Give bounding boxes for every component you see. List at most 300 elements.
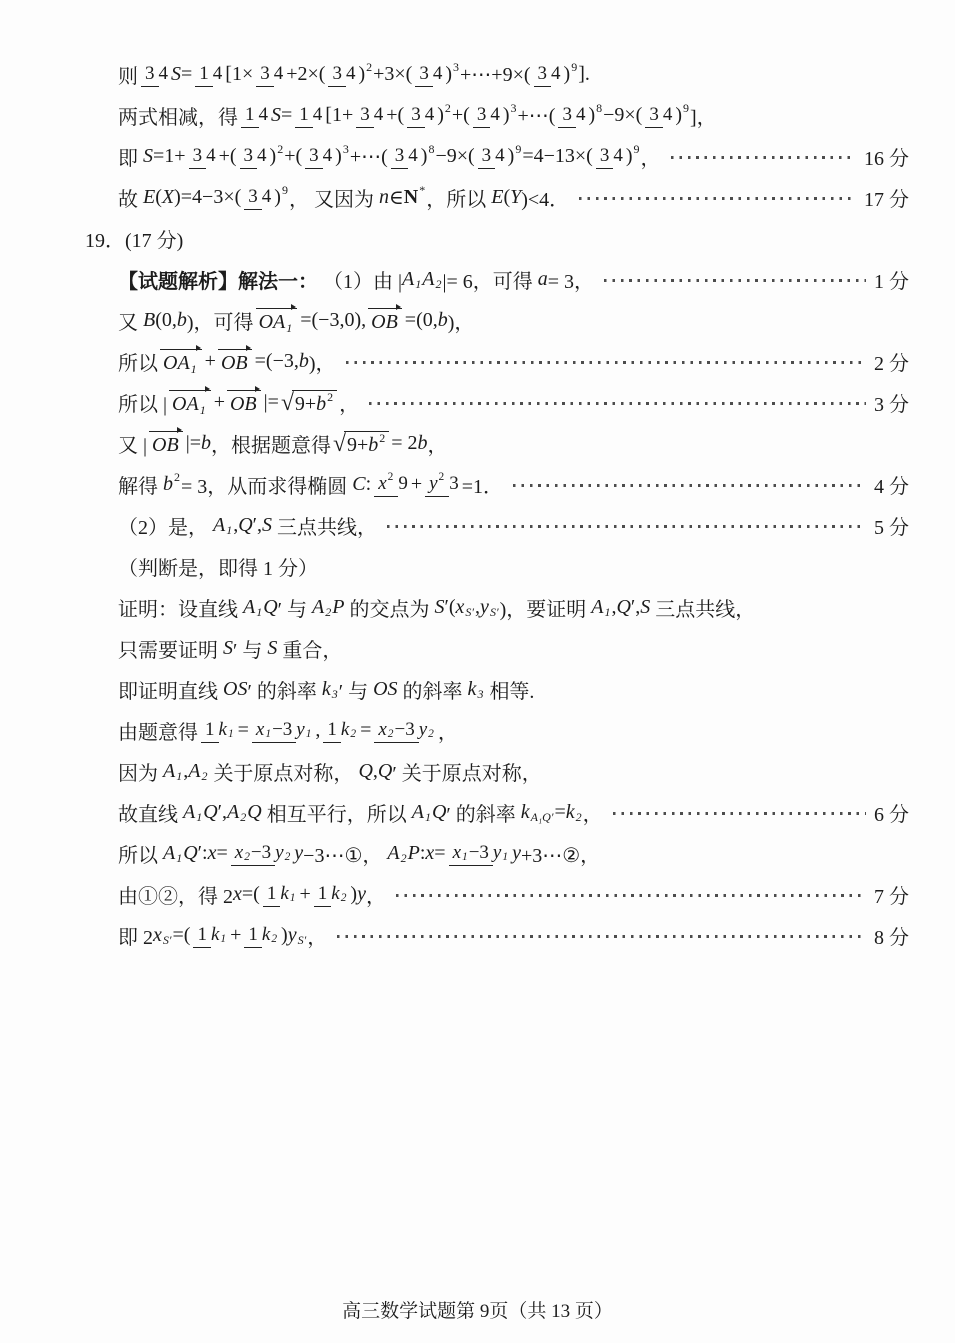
fraction: 3 4 [256,62,283,86]
fraction [449,841,510,865]
dotted-leader [613,812,866,815]
superscript: 2 [327,389,334,404]
text-run: （2）是， [118,517,213,539]
subscript: 2 [244,850,250,863]
dotted-leader [387,525,866,528]
text-run: −9×( [435,145,475,167]
text-run: + [204,350,216,372]
text-run: ) [335,145,342,167]
vector-overline [160,349,202,375]
math-symbol: A [163,842,176,864]
text-run: =(0, [404,309,438,331]
math-symbol: k [210,924,220,946]
math-symbol: y [275,842,284,864]
formula-expression [118,347,336,376]
subscript: S′ [297,932,307,947]
math-symbol: OA [172,392,199,415]
text-run: =( [172,924,191,946]
vector-overline [169,390,211,416]
fraction [374,718,435,742]
superscript: 2 [366,60,373,75]
fraction [323,718,357,742]
subscript: 2 [271,932,278,945]
text-run: ) [588,104,596,126]
math-symbol: x [233,883,242,905]
superscript: 2 [379,430,386,445]
text-run: (0, [155,309,177,331]
math-symbol: b [200,432,211,454]
subscript: 2 [575,809,582,824]
text-run: （1）由 | [318,271,403,293]
superscript: 9 [571,60,578,75]
score-label: 5 分 [874,517,909,539]
formula-expression [85,224,183,253]
eq-lines-1-2 [118,837,909,870]
text-run: 即证明直线 [118,681,223,703]
math-symbol: A [188,760,201,782]
math-symbol: Q [203,801,218,823]
math-symbol: Q [358,760,373,782]
text-run: ′, [252,514,263,536]
math-symbol: Q [377,760,393,782]
formula-expression [118,921,327,950]
text-run: , [183,760,189,782]
text-run: 两式相减，得 [118,107,238,129]
formula-expression [118,183,569,212]
fraction: 1 4 [195,62,222,86]
text-run: −3 [272,719,293,741]
math-symbol: S [267,637,278,659]
text-run: |= [185,432,201,454]
subscript: 1 [199,403,206,418]
math-symbol: x [378,473,387,495]
text-run: +( [386,104,405,126]
text-run: = [554,801,566,823]
eq-S-result [118,140,909,173]
text-run: ，所以 [426,189,492,211]
math-symbol: P [407,842,420,864]
math-symbol: y [357,883,366,905]
text-run: ， [365,886,386,908]
math-symbol: x [255,719,265,741]
text-run: 9+ [294,392,317,415]
fraction [244,923,278,947]
math-symbol: Q [431,801,447,823]
text-run: ) [281,924,288,946]
fraction [252,718,313,742]
text-run: = [281,104,293,126]
math-symbol: x [378,719,387,741]
text-run: [1+ [325,104,354,126]
text-run: 的交点为 [344,599,435,621]
math-symbol: x [455,596,465,618]
subscript: 2 [435,276,442,291]
fraction: 3 4 [189,144,216,168]
subscript: 1 [462,850,468,863]
subscript: 1 [227,727,234,740]
page-footer: 高三数学试题第 9页（共 13 页） [342,1301,613,1322]
text-run: 又 [118,312,143,334]
text-run: ′ 与 [233,640,268,662]
fraction [193,923,227,947]
text-run: +3×( [373,63,413,85]
text-run: ) [445,63,453,85]
text-run: = 3， [547,271,595,293]
text-run: = [360,719,372,741]
superscript: 9 [281,183,288,198]
text-run: 1 [205,719,215,741]
text-run: ) [437,104,444,126]
fraction: 3 4 [534,62,561,86]
text-run: 又 | [118,435,148,457]
math-symbol: b [368,433,379,456]
text-run: ) [350,883,358,905]
subscript: 1 [604,604,611,619]
math-symbol: A [591,596,604,618]
text-run: = [181,63,193,85]
formula-expression [118,142,661,171]
dotted-leader [513,484,866,487]
subscript: 2 [325,604,332,619]
superscript: 3 [453,60,460,75]
text-run: −9×( [603,104,643,126]
text-run: ( [155,186,162,208]
math-symbol: k [280,883,289,905]
formula-expression [118,470,503,499]
math-symbol: b [437,309,448,331]
text-run: 19．(17 分) [85,230,184,252]
proof-setup [118,591,909,624]
fraction: 3 4 [478,144,505,168]
text-run: ]， [690,107,717,129]
vector-overline [218,349,252,375]
square-root [333,431,389,457]
text-run: −3⋯①， [303,845,388,867]
formula-expression [118,593,755,622]
fraction: 1 4 [295,103,322,127]
text-run: )<4． [521,189,570,211]
fraction [201,718,235,742]
text-run: 三点共线， [650,599,756,621]
math-symbol: y [418,719,428,741]
vector-overline [256,308,298,334]
text-run: = 2 [391,432,418,454]
text-run: = [237,719,249,741]
fraction: 3 4 [596,144,623,168]
text-run: 即 2 [118,927,153,949]
subscript: 1 [286,321,293,336]
math-symbol: Y [510,186,522,208]
eq-subtract [118,99,909,132]
math-symbol: Q [616,596,631,618]
text-run: 所以 [118,845,163,867]
eq-ellipse [118,468,909,501]
text-run: +( [451,104,470,126]
math-symbol: OA [163,351,190,374]
subscript: 1 [256,604,263,619]
text-run: [1× [225,63,254,85]
math-symbol: k [261,924,271,946]
text-run: |= 6，可得 [442,271,538,293]
math-symbol: S [262,514,273,536]
text-run: =( [241,883,260,905]
eq-vector-magnitude [118,386,909,419]
score-label: 3 分 [874,394,909,416]
superscript: 2 [174,470,180,485]
text-run: 只需要证明 [118,640,223,662]
subscript: 1 [190,362,197,377]
subscript: 2 [240,809,247,824]
text-run: 9+ [346,433,369,456]
text-run: ′ 的斜率 [446,804,521,826]
fraction: 3 4 [141,62,168,86]
text-run: ) [563,63,571,85]
text-run: ) [502,104,510,126]
eq-s-prime [118,919,909,952]
text-run: 重合， [277,640,343,662]
text-run: ′, [630,596,641,618]
radical-sign: √ [280,389,294,416]
subscript: 2 [350,727,357,740]
math-symbol: OB [371,310,398,333]
subscript: 3 [331,686,338,701]
text-run: +( [218,145,237,167]
formula-expression [118,798,603,827]
formula-expression [118,839,600,868]
fraction: 3 4 [415,62,442,86]
eq-3-4-S [118,58,909,91]
math-symbol: k [331,883,340,905]
bold-text-run: N [403,186,419,208]
fraction [314,882,348,906]
text-run: 1 [197,924,207,946]
text-run: +3⋯②， [520,845,601,867]
math-symbol: Q [263,596,278,618]
math-symbol: C [352,473,366,495]
subscript: 1 [176,850,183,865]
dotted-leader [369,402,866,405]
bold-text-run: 【试题解析】解法一： [118,271,318,293]
text-run: +2×( [286,63,326,85]
text-run: ′ 与 [338,681,374,703]
math-symbol: OS [373,678,398,700]
text-run: ， 又因为 [288,189,379,211]
text-run: +( [284,145,303,167]
subscript: 1 [415,276,422,291]
proof-slopes [118,673,909,706]
math-symbol: y [429,473,438,495]
math-symbol: OB [152,433,179,456]
text-run: ]. [578,63,590,85]
superscript: 2 [387,471,394,484]
superscript: 9 [683,101,689,116]
math-symbol: y [294,842,304,864]
math-symbol: k [321,678,331,700]
subscript: 2 [400,850,407,865]
symmetry-statement [118,755,909,788]
text-run: −3 [468,842,489,864]
text-run: −3 [250,842,272,864]
text-run: =(−3, [254,350,299,372]
math-symbol: OS [223,678,248,700]
math-symbol: OB [220,351,248,374]
text-run: 三点共线， [272,517,378,539]
text-run: 9 [398,473,408,495]
math-symbol: A [402,268,415,290]
text-run: 因为 [118,763,163,785]
math-symbol: OB [229,392,257,415]
eq-slope-reciprocals [118,714,909,747]
text-run: ) [269,145,277,167]
score-label: 2 分 [874,353,909,375]
math-symbol: A [243,596,256,618]
subscript: S′ [465,604,475,619]
text-run: 的斜率 [397,681,468,703]
fraction [425,472,459,496]
math-symbol: OA [258,310,286,333]
text-run: ，根据题意得 [210,435,331,457]
superscript: 3 [342,142,349,157]
formula-expression [118,716,458,745]
text-run: ) [358,63,366,85]
score-label: 17 分 [864,189,909,211]
dotted-leader [579,197,856,200]
text-run: 关于原点对称， [208,763,359,785]
fraction: 3 4 [356,103,383,127]
subscript: 1 [226,522,233,537]
text-run: , [372,760,378,782]
text-run: ′( [444,596,456,618]
math-symbol: k [467,678,477,700]
text-run: 所以 | [118,394,168,416]
text-run: 所以 [118,353,158,375]
math-symbol: A [411,801,424,823]
text-run: +⋯+9×( [460,64,531,86]
math-symbol: X [161,186,175,208]
subscript: 1 [424,809,431,824]
math-symbol: A [422,268,435,290]
text-run: +⋯( [517,105,556,127]
text-run: ′ 关于原点对称， [392,763,542,785]
math-symbol: y [512,842,521,864]
math-symbol: A [163,760,176,782]
math-symbol: Q [238,514,253,536]
fraction: 3 4 [240,144,267,168]
math-symbol: y [296,719,305,741]
math-symbol: A [387,842,400,864]
math-symbol: a [537,268,548,290]
text-run: 由①②，得 2 [118,886,233,908]
subscript: S′ [162,932,172,947]
formula-expression [118,757,542,786]
math-symbol: Q [183,842,198,864]
text-run: , [315,719,321,741]
math-symbol: S [143,145,153,167]
fraction [374,472,408,496]
text-run: ∈ [388,187,404,209]
fraction [231,841,292,865]
superscript: 8 [428,142,435,157]
math-symbol: S [640,596,651,618]
formula-expression [118,511,377,540]
parallel-lines [118,796,909,829]
text-run: 3 [449,473,459,495]
formula-expression [118,388,359,417]
score-label: 16 分 [864,148,909,170]
math-symbol: S [271,104,281,126]
text-run: = [216,842,228,864]
text-run: +⋯( [349,146,388,168]
math-symbol: E [143,186,156,208]
fraction: 3 4 [328,62,355,86]
text-run: : [365,473,372,495]
dotted-leader [346,361,866,364]
text-run: 1 [266,883,277,905]
subscript: 3 [477,686,484,701]
math-symbol: y [492,842,502,864]
math-symbol: y [287,924,297,946]
eq-vectors-def [118,304,909,337]
subscript: 1 [305,727,312,740]
math-symbol: k [218,719,227,741]
superscript: 3 [510,101,517,116]
math-symbol: b [298,350,309,372]
text-run: ′, [217,801,228,823]
text-run: ， [427,435,448,457]
math-symbol: Q [247,801,262,823]
subscript: A₁Q′ [530,809,554,824]
subscript: 1 [176,768,183,783]
subscript: 1 [502,850,509,863]
math-symbol: x [207,842,217,864]
math-symbol: k [565,801,575,823]
formula-expression [118,101,717,130]
math-symbol: P [332,596,345,618]
text-run: : [419,842,426,864]
square-root [281,390,337,416]
formula-expression [118,306,474,335]
dotted-leader [604,279,866,282]
superscript: 2 [444,101,451,116]
superscript: 9 [633,142,640,157]
formula-expression [118,880,386,909]
text-run: 1 [327,719,337,741]
eq-combine [118,878,909,911]
text-run: 由题意得 [118,722,198,744]
text-run: )， [447,312,475,334]
formula-expression [118,675,534,704]
vector-overline [227,390,261,416]
text-run: |= [263,391,279,413]
text-run: ， [640,148,661,170]
score-label: 1 分 [874,271,909,293]
text-run: = 3，从而求得椭圆 [181,476,353,498]
formula-expression [118,634,342,663]
text-run: ， [582,804,603,826]
fraction: 1 4 [241,103,268,127]
math-symbol: k [340,719,350,741]
eq-expectation [118,181,909,214]
text-run: )， [308,353,336,375]
math-symbol: E [491,186,504,208]
part-2-answer [118,509,909,542]
superscript: 8 [596,101,603,116]
subscript: 1 [220,932,227,945]
math-symbol: x [452,842,461,864]
subscript: 2 [340,891,347,904]
text-run: 证明：设直线 [118,599,243,621]
dotted-leader [337,935,866,938]
